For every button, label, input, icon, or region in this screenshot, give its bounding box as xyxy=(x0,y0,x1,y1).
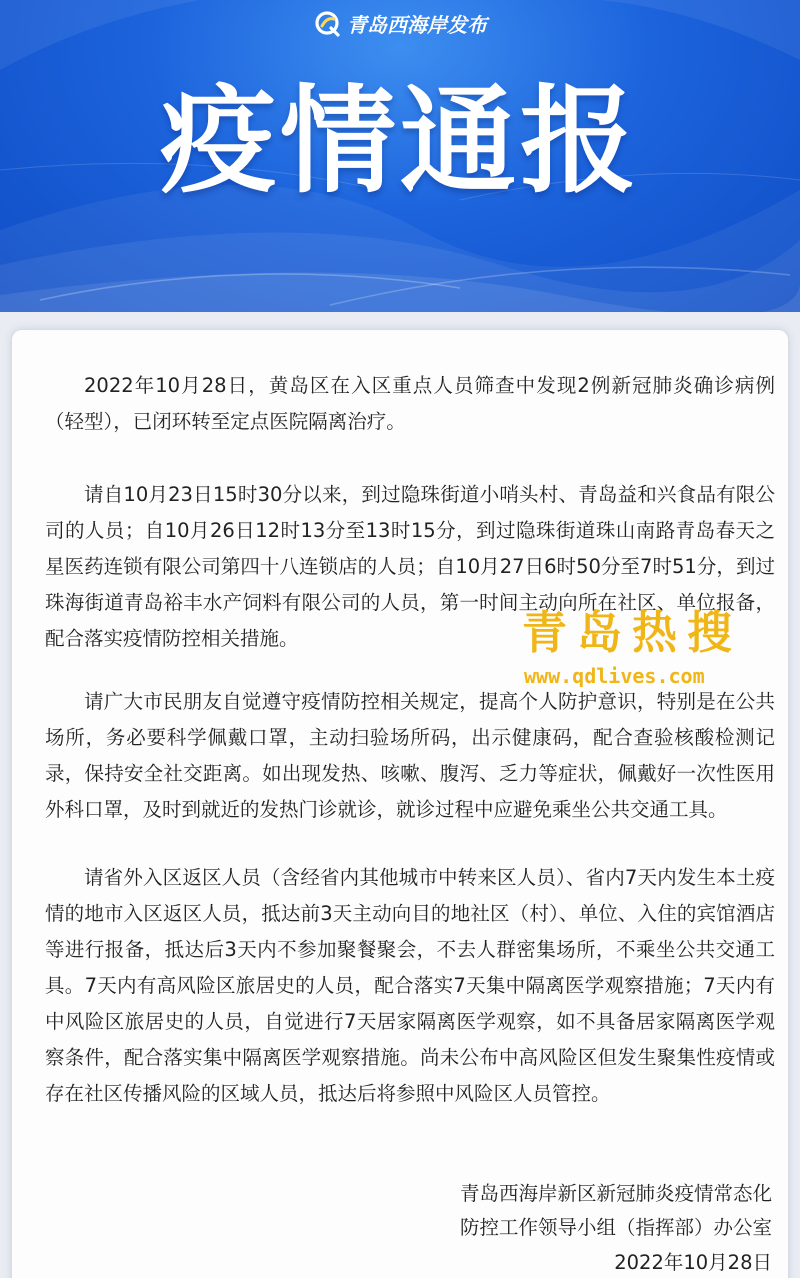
signature-date: 2022年10月28日 xyxy=(614,1251,772,1274)
brand-name: 青岛西海岸发布 xyxy=(347,12,487,37)
paragraph-visited-locations: 请自10月23日15时30分以来，到过隐珠街道小哨头村、青岛益和兴食品有限公司的人员；自10月26日12时13分至13时15分，到过隐珠街道珠山南路青岛春天之星医药连锁有限公司第四十八连锁店的人员；自10月27日6时50分至7时51分，到过珠海街道青岛裕丰水产饲料有限公司的人员，第一时间主动向所在社区、单位报备，配合落实疫情防控相关措施。 xyxy=(45,483,775,650)
signature-org-line1: 青岛西海岸新区新冠肺炎疫情常态化 xyxy=(459,1182,772,1205)
watermark-text: 青岛热搜 xyxy=(522,606,743,659)
paragraph-public-advice: 请广大市民朋友自觉遵守疫情防控相关规定，提高个人防护意识，特别是在公共场所，务必要科学佩戴口罩，主动扫验场所码，出示健康码，配合查验核酸检测记录，保持安全社交距离。如出现发热、咳嗽、腹泻、乏力等症状，佩戴好一次性医用外科口罩，及时到就近的发热门诊就诊，就诊过程中应避免乘坐公共交通工具。 xyxy=(45,690,775,821)
watermark-url: www.qdlives.com xyxy=(524,664,705,688)
signature-org-line2: 防控工作领导小组（指挥部）办公室 xyxy=(459,1216,772,1239)
q-swirl-logo-icon xyxy=(313,8,343,38)
banner-title: 疫情通报 xyxy=(160,74,640,209)
paragraph-case-report: 2022年10月28日，黄岛区在入区重点人员筛查中发现2例新冠肺炎确诊病例（轻型），已闭环转至定点医院隔离治疗。 xyxy=(45,374,775,433)
paragraph-travel-rules: 请省外入区返区人员（含经省内其他城市中转来区人员）、省内7天内发生本土疫情的地市入区返区人员，抵达前3天主动向目的地社区（村）、单位、入住的宾馆酒店等进行报备，抵达后3天内不参加聚餐聚会，不去人群密集场所，不乘坐公共交通工具。7天内有高风险区旅居史的人员，配合落实7天集中隔离医学观察措施；7天内有中风险区旅居史的人员，自觉进行7天居家隔离医学观察，如不具备居家隔离医学观察条件，配合落实集中隔离医学观察措施。尚未公布中高风险区但发生聚集性疫情或存在社区传播风险的区域人员，抵达后将参照中风险区人员管控。 xyxy=(45,866,775,1105)
header-banner xyxy=(0,0,800,312)
brand-header xyxy=(0,6,800,40)
